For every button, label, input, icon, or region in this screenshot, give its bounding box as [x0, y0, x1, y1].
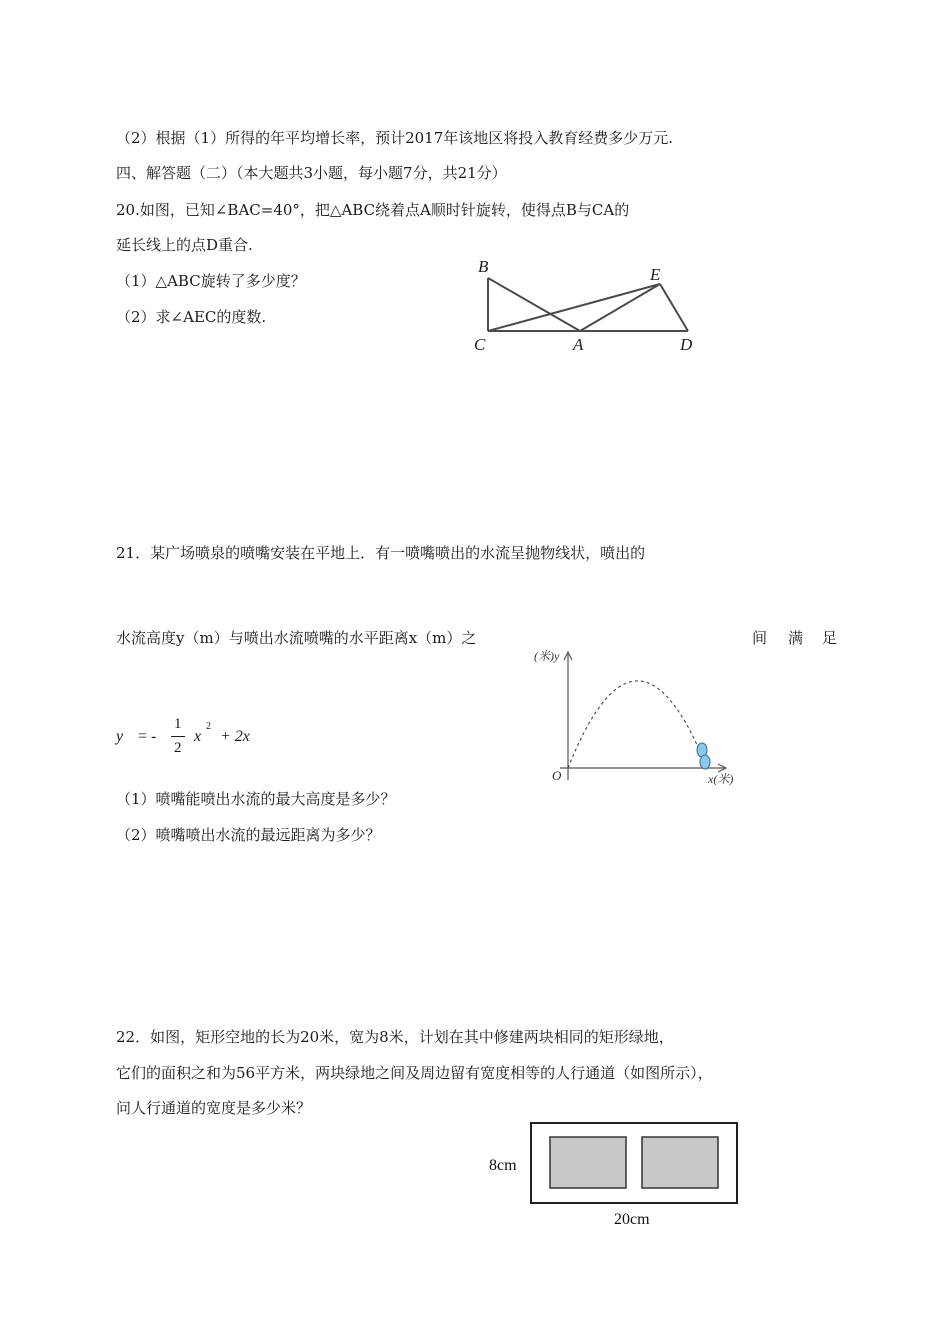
formula-equals: = - [138, 728, 157, 745]
green-area-right [642, 1137, 718, 1188]
parabola-formula [116, 712, 276, 772]
formula-rest: + 2x [220, 728, 250, 745]
q21-line1: 21．某广场喷泉的喷嘴安装在平地上．有一喷嘴喷出的水流呈抛物线状，喷出的 [116, 544, 646, 562]
green-space-figure [486, 1120, 746, 1230]
formula-denominator: 2 [174, 740, 182, 756]
label-b: B [478, 257, 489, 276]
triangle-rotation-figure [470, 252, 710, 362]
y-axis-label: (米)y [534, 649, 560, 663]
q20-part2: （2）求∠AEC的度数. [116, 308, 267, 326]
q21-word-1: 间 [752, 629, 768, 647]
q20-line2: 延长线上的点D重合. [116, 236, 253, 254]
label-d: D [680, 335, 693, 354]
q22-line1: 22．如图，矩形空地的长为20米，宽为8米，计划在其中修建两块相同的矩形绿地， [116, 1028, 674, 1046]
formula-numerator: 1 [174, 716, 182, 732]
nozzle-icon [700, 755, 710, 769]
width-label: 20cm [614, 1211, 650, 1228]
parabola-graph [530, 640, 750, 790]
formula-lhs: y [116, 728, 124, 745]
x-axis-label: x(米) [708, 772, 734, 786]
q21-part2: （2）喷嘴喷出水流的最远距离为多少？ [116, 826, 381, 844]
origin-label: O [552, 768, 562, 783]
section-heading: 四、解答题（二）（本大题共3小题，每小题7分，共21分） [116, 164, 507, 182]
label-c: C [474, 335, 486, 354]
q21-word-3: 足 [822, 629, 838, 647]
green-area-left [550, 1137, 626, 1188]
formula-x: x [194, 728, 202, 745]
q20-part1: （1）△ABC旋转了多少度？ [116, 272, 306, 290]
q20-line1: 20.如图，已知∠BAC=40°，把△ABC绕着点A顺时针旋转，使得点B与CA的 [116, 201, 630, 219]
q21-line2-left: 水流高度y（m）与喷出水流喷嘴的水平距离x（m）之 [116, 629, 477, 647]
q22-line2: 它们的面积之和为56平方米，两块绿地之间及周边留有宽度相等的人行通道（如图所示）， [116, 1064, 713, 1082]
height-label: 8cm [489, 1157, 517, 1174]
q21-word-2: 满 [788, 629, 804, 647]
q22-line3: 问人行通道的宽度是多少米？ [116, 1099, 312, 1117]
q21-part1: （1）喷嘴能喷出水流的最大高度是多少？ [116, 790, 396, 808]
q19-part2-text: （2）根据（1）所得的年平均增长率，预计2017年该地区将投入教育经费多少万元. [116, 129, 674, 147]
label-a: A [573, 335, 584, 354]
formula-exponent: 2 [206, 721, 211, 732]
label-e: E [650, 265, 661, 284]
fraction-bar [171, 736, 185, 737]
